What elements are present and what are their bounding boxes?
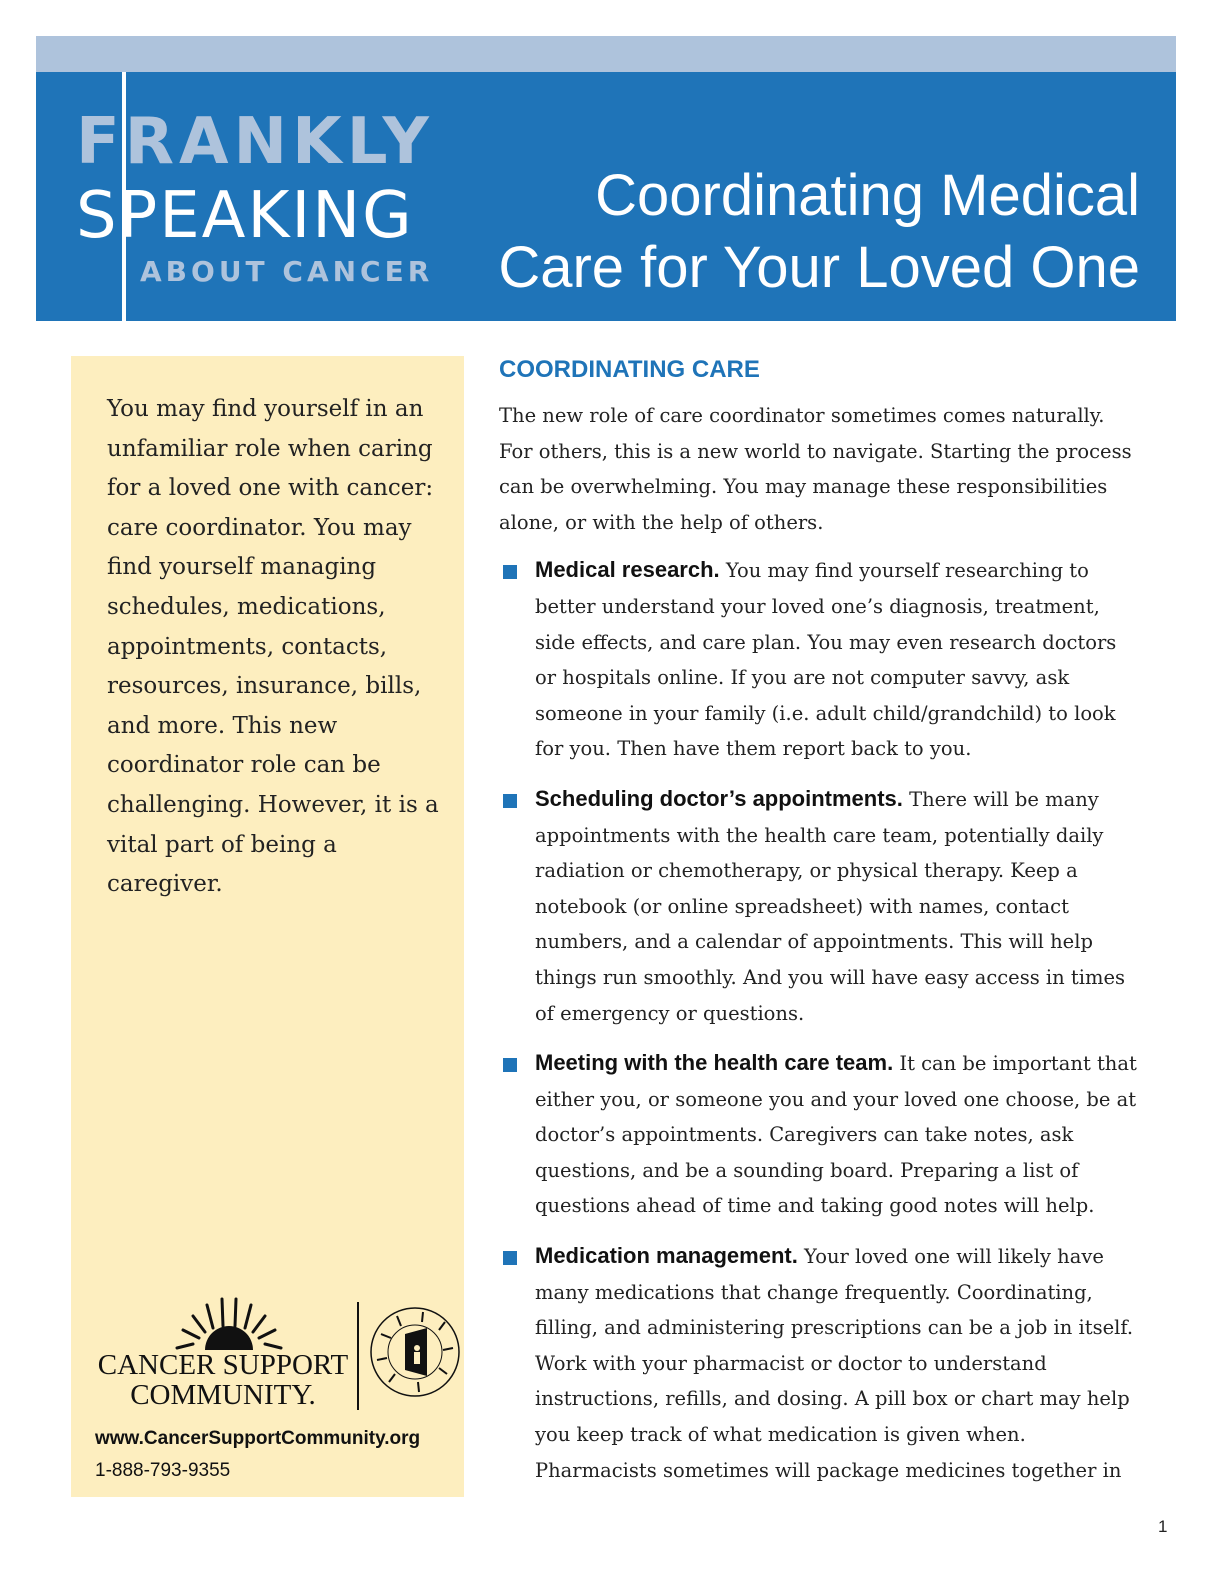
organization-name-line-2: COMMUNITY. [130,1379,316,1411]
list-item-lead: Meeting with the health care team. [535,1050,894,1076]
list-item-text: Your loved one will likely have many medications that change frequently. Coordinating, filling, and administering prescriptions can be a job in itself. Work with your pharmacist or doctor to understand instructions, refills, and dosing. A pill box or chart may help you keep track of what medication is given when. Pharmacists sometimes will package medicines together in [535,1245,1134,1482]
logo-line-frankly: FRANKLY [76,105,434,179]
logo-line-about-cancer: ABOUT CANCER [140,255,434,288]
list-item-text: There will be many appointments with the health care team, potentially daily radiation or chemotherapy, or physical therapy. Keep a notebook (or online spreadsheet) with names, contact numbers, and a calendar of appointments. This will help things run smoothly. And you will have easy access in times of emergency or questions. [535,787,1126,1025]
list-item [499,1045,1139,1224]
page-title-line-2: Care for Your Loved One [498,235,1140,300]
list-item-text: It can be important that either you, or someone you and your loved one choose, be at doctor’s appointments. Caregivers can take notes, ask questions, and be a sounding board. Preparing a list of questions ahead of time and taking good notes will help. [535,1052,1137,1218]
list-item-lead: Medical research. [535,557,720,583]
list-item [499,781,1139,1031]
sidebar-intro: You may find yourself in an unfamiliar role when caring for a loved one with cancer: care coordinator. You may find yourself managing schedules, medications, appointments, contacts, resources, insurance, bills, and more. This new coordinator role can be challenging. However, it is a vital part of being a caregiver. [107,396,439,898]
square-bullet-icon [503,794,517,808]
list-item-lead: Scheduling doctor’s appointments. [535,785,903,811]
square-bullet-icon [503,1251,517,1265]
cancer-support-community-logo [95,1294,455,1416]
phone-number: 1-888-793-9355 [95,1460,231,1481]
square-bullet-icon [503,565,517,579]
top-band [36,36,1176,72]
section-intro: The new role of care coordinator sometimes comes naturally. For others, this is a new world to navigate. Starting the process can be overwhelming. You may manage these responsibilities alone, or with the help of others. [499,404,1132,534]
list-item-lead: Medication management. [535,1243,798,1269]
list-item [499,1238,1139,1488]
square-bullet-icon [503,1058,517,1072]
list-item-text: You may find yourself researching to better understand your loved one’s diagnosis, treatment, side effects, and care plan. You may even research doctors or hospitals online. If you are not computer savvy, ask someone in your family (i.e. adult child/grandchild) to look for you. Then have them report back to you. [535,559,1117,761]
logo-line-speaking: SPEAKING [76,179,414,253]
gildas-club-worldwide-icon [367,1304,463,1400]
sidebar [71,356,464,1497]
frankly-speaking-logo [36,72,456,321]
list-item [499,552,1139,767]
sunburst-icon [169,1294,289,1350]
section-heading: COORDINATING CARE [499,356,760,383]
website-link[interactable]: www.CancerSupportCommunity.org [95,1428,421,1449]
header-banner [36,72,1176,321]
page-title [498,160,1140,304]
logo-divider [357,1302,359,1410]
organization-name [95,1350,351,1410]
page-number: 1 [1158,1517,1168,1536]
organization-name-line-1: CANCER SUPPORT [97,1349,349,1381]
main-content [499,356,1139,1502]
page-title-line-1: Coordinating Medical [595,163,1140,228]
